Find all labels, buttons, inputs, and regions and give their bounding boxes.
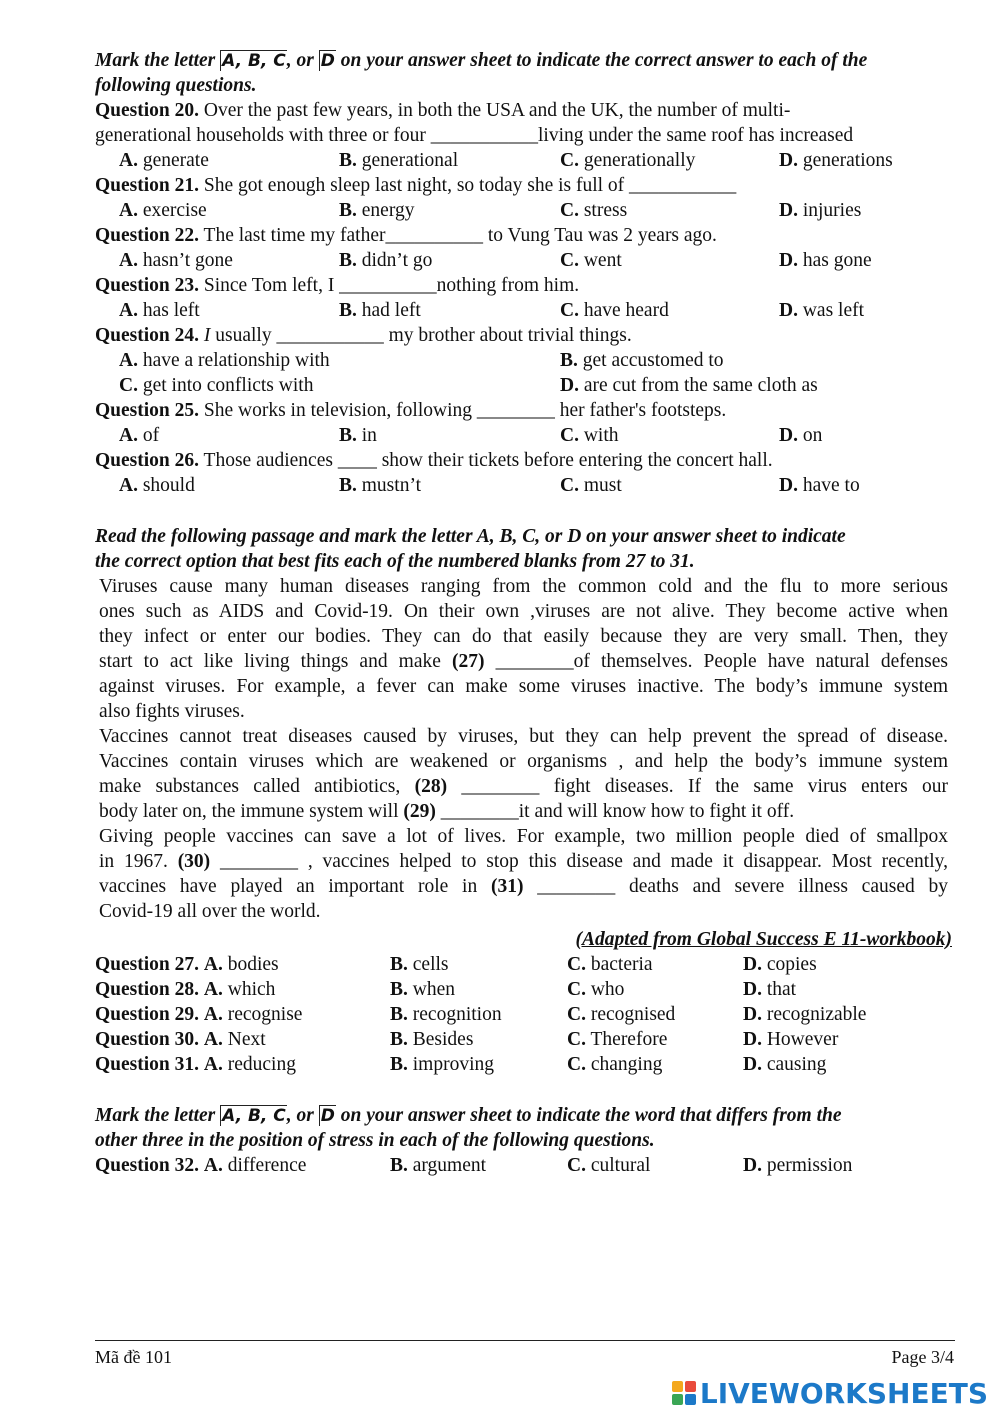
passage-line: vaccines have played an important role in (31) ________ deaths and severe illness caused by xyxy=(99,876,948,897)
blank-29-label: (29) xyxy=(403,801,436,822)
q22-option-a[interactable]: A. hasn’t gone xyxy=(119,250,233,271)
q21-option-c[interactable]: C. stress xyxy=(560,200,628,221)
q30-option-c[interactable]: C. Therefore xyxy=(567,1029,668,1050)
q20-option-d[interactable]: D. generations xyxy=(779,150,893,171)
question-28: Question 28. A. which xyxy=(95,979,276,1000)
passage-line: body later on, the immune system will (29) ________it and will know how to fight it off. xyxy=(99,801,795,822)
q25-option-c[interactable]: C. with xyxy=(560,425,619,446)
question-27: Question 27. A. bodies xyxy=(95,954,279,975)
passage-line: start to act like living things and make (27) ________of themselves. People have natural defenses xyxy=(99,651,948,672)
q30-option-d[interactable]: D. However xyxy=(743,1029,839,1050)
q21-option-b[interactable]: B. energy xyxy=(339,200,415,221)
letter-box-d: D xyxy=(320,51,335,71)
q23-option-b[interactable]: B. had left xyxy=(339,300,421,321)
q31-option-b[interactable]: B. improving xyxy=(390,1054,495,1075)
letter-box-abc: A, B, C xyxy=(222,51,286,71)
q26-option-a[interactable]: A. should xyxy=(119,475,195,496)
q21-option-a[interactable]: A. exercise xyxy=(119,200,207,221)
letter-box-d: D xyxy=(320,1106,335,1126)
question-31: Question 31. A. reducing xyxy=(95,1054,296,1075)
blank-27-label: (27) xyxy=(452,651,485,672)
blank-28-label: (28) xyxy=(414,776,448,797)
q25-option-b[interactable]: B. in xyxy=(339,425,377,446)
q22-option-d[interactable]: D. has gone xyxy=(779,250,872,271)
passage-line: in 1967. (30) ________ , vaccines helped to stop this disease and made it disappear. Most recently, xyxy=(99,851,948,872)
question-25: Question 25. She works in television, following ________ her father's footsteps. xyxy=(95,400,727,421)
footer-divider xyxy=(95,1340,955,1341)
passage-line: Viruses cause many human diseases ranging from the common cold and the flu to more serious xyxy=(99,576,948,597)
q28-option-c[interactable]: C. who xyxy=(567,979,625,1000)
blank-30-label: (30) xyxy=(177,851,211,872)
q24-option-a[interactable]: A. have a relationship with xyxy=(119,350,330,371)
q31-option-c[interactable]: C. changing xyxy=(567,1054,663,1075)
question-22: Question 22. The last time my father__________ to Vung Tau was 2 years ago. xyxy=(95,225,717,246)
question-26: Question 26. Those audiences ____ show their tickets before entering the concert hall. xyxy=(95,450,773,471)
passage-line: make substances called antibiotics, (28) ________ fight diseases. If the same virus enters our xyxy=(99,776,948,797)
question-30: Question 30. A. Next xyxy=(95,1029,266,1050)
q32-option-c[interactable]: C. cultural xyxy=(567,1155,651,1176)
section2-instruction: Read the following passage and mark the letter A, B, C, or D on your answer sheet to indicate xyxy=(95,526,846,547)
q30-option-b[interactable]: B. Besides xyxy=(390,1029,474,1050)
question-text: Over the past few years, in both the USA and the UK, the number of multi- xyxy=(199,100,791,121)
q20-option-b[interactable]: B. generational xyxy=(339,150,459,171)
instr-text: on your answer sheet to indicate the correct answer to each of the xyxy=(335,50,868,71)
question-label: Question 20. xyxy=(95,100,200,121)
q22-option-c[interactable]: C. went xyxy=(560,250,622,271)
question-20 xyxy=(95,98,790,123)
passage-source: (Adapted from Global Success E 11-workbook) xyxy=(575,929,952,950)
passage-line: they infect or enter our bodies. They can do that easily because they are very small. Then, they xyxy=(99,626,948,647)
passage-line: Covid-19 all over the world. xyxy=(99,901,321,922)
q29-option-c[interactable]: C. recognised xyxy=(567,1004,676,1025)
q27-option-c[interactable]: C. bacteria xyxy=(567,954,653,975)
exam-code: Mã đề 101 xyxy=(95,1347,172,1367)
passage-line: Vaccines cannot treat diseases caused by viruses, but they can help prevent the spread of disease. xyxy=(99,726,948,747)
q27-option-d[interactable]: D. copies xyxy=(743,954,817,975)
question-32: Question 32. A. difference xyxy=(95,1155,307,1176)
question-20-line2: generational households with three or four ___________living under the same roof has increased xyxy=(95,125,854,146)
q29-option-b[interactable]: B. recognition xyxy=(390,1004,502,1025)
q28-option-d[interactable]: D. that xyxy=(743,979,797,1000)
q24-option-c[interactable]: C. get into conflicts with xyxy=(119,375,314,396)
passage-line: against viruses. For example, a fever can make some viruses inactive. The body’s immune system xyxy=(99,676,948,697)
passage-line: ones such as AIDS and Covid-19. On their own ,viruses are not alive. They become active when xyxy=(99,601,948,622)
q26-option-c[interactable]: C. must xyxy=(560,475,622,496)
logo-text: LIVEWORKSHEETS xyxy=(699,1376,988,1410)
q28-option-b[interactable]: B. when xyxy=(390,979,456,1000)
q20-option-a[interactable]: A. generate xyxy=(119,150,209,171)
q23-option-c[interactable]: C. have heard xyxy=(560,300,669,321)
passage-line: also fights viruses. xyxy=(99,701,245,722)
instr-text: Mark the letter xyxy=(95,50,221,71)
q23-option-a[interactable]: A. has left xyxy=(119,300,200,321)
q25-option-d[interactable]: D. on xyxy=(779,425,823,446)
section1-instruction-line2: following questions. xyxy=(95,75,257,96)
liveworksheets-icon xyxy=(672,1381,696,1405)
passage-line: Giving people vaccines can save a lot of lives. For example, two million people died of smallpox xyxy=(99,826,948,847)
q26-option-d[interactable]: D. have to xyxy=(779,475,860,496)
passage-line: Vaccines contain viruses which are weakened or organisms , and help the body’s immune system xyxy=(99,751,948,772)
q31-option-d[interactable]: D. causing xyxy=(743,1054,827,1075)
question-23: Question 23. Since Tom left, I __________nothing from him. xyxy=(95,275,580,296)
liveworksheets-logo[interactable] xyxy=(672,1376,988,1410)
q29-option-d[interactable]: D. recognizable xyxy=(743,1004,867,1025)
q23-option-d[interactable]: D. was left xyxy=(779,300,865,321)
question-29: Question 29. A. recognise xyxy=(95,1004,303,1025)
blank-31-label: (31) xyxy=(490,876,524,897)
q22-option-b[interactable]: B. didn’t go xyxy=(339,250,433,271)
q21-option-d[interactable]: D. injuries xyxy=(779,200,862,221)
q26-option-b[interactable]: B. mustn’t xyxy=(339,475,421,496)
section3-instruction-line2: other three in the position of stress in each of the following questions. xyxy=(95,1130,655,1151)
instr-text: , or xyxy=(286,50,319,71)
q27-option-b[interactable]: B. cells xyxy=(390,954,449,975)
q20-option-c[interactable]: C. generationally xyxy=(560,150,696,171)
q24-option-b[interactable]: B. get accustomed to xyxy=(560,350,724,371)
q25-option-a[interactable]: A. of xyxy=(119,425,160,446)
section3-instruction: Mark the letter A, B, C, or D on your answer sheet to indicate the word that differs from the xyxy=(95,1105,842,1126)
page-number: Page 3/4 xyxy=(891,1347,954,1367)
question-21: Question 21. She got enough sleep last night, so today she is full of ___________ xyxy=(95,175,737,196)
q32-option-d[interactable]: D. permission xyxy=(743,1155,853,1176)
letter-box-abc: A, B, C xyxy=(222,1106,286,1126)
q32-option-b[interactable]: B. argument xyxy=(390,1155,487,1176)
q24-option-d[interactable]: D. are cut from the same cloth as xyxy=(560,375,818,396)
question-24: Question 24. I usually ___________ my brother about trivial things. xyxy=(95,325,632,346)
section1-instruction xyxy=(95,48,867,73)
section2-instruction-line2: the correct option that best fits each of the numbered blanks from 27 to 31. xyxy=(95,551,695,572)
